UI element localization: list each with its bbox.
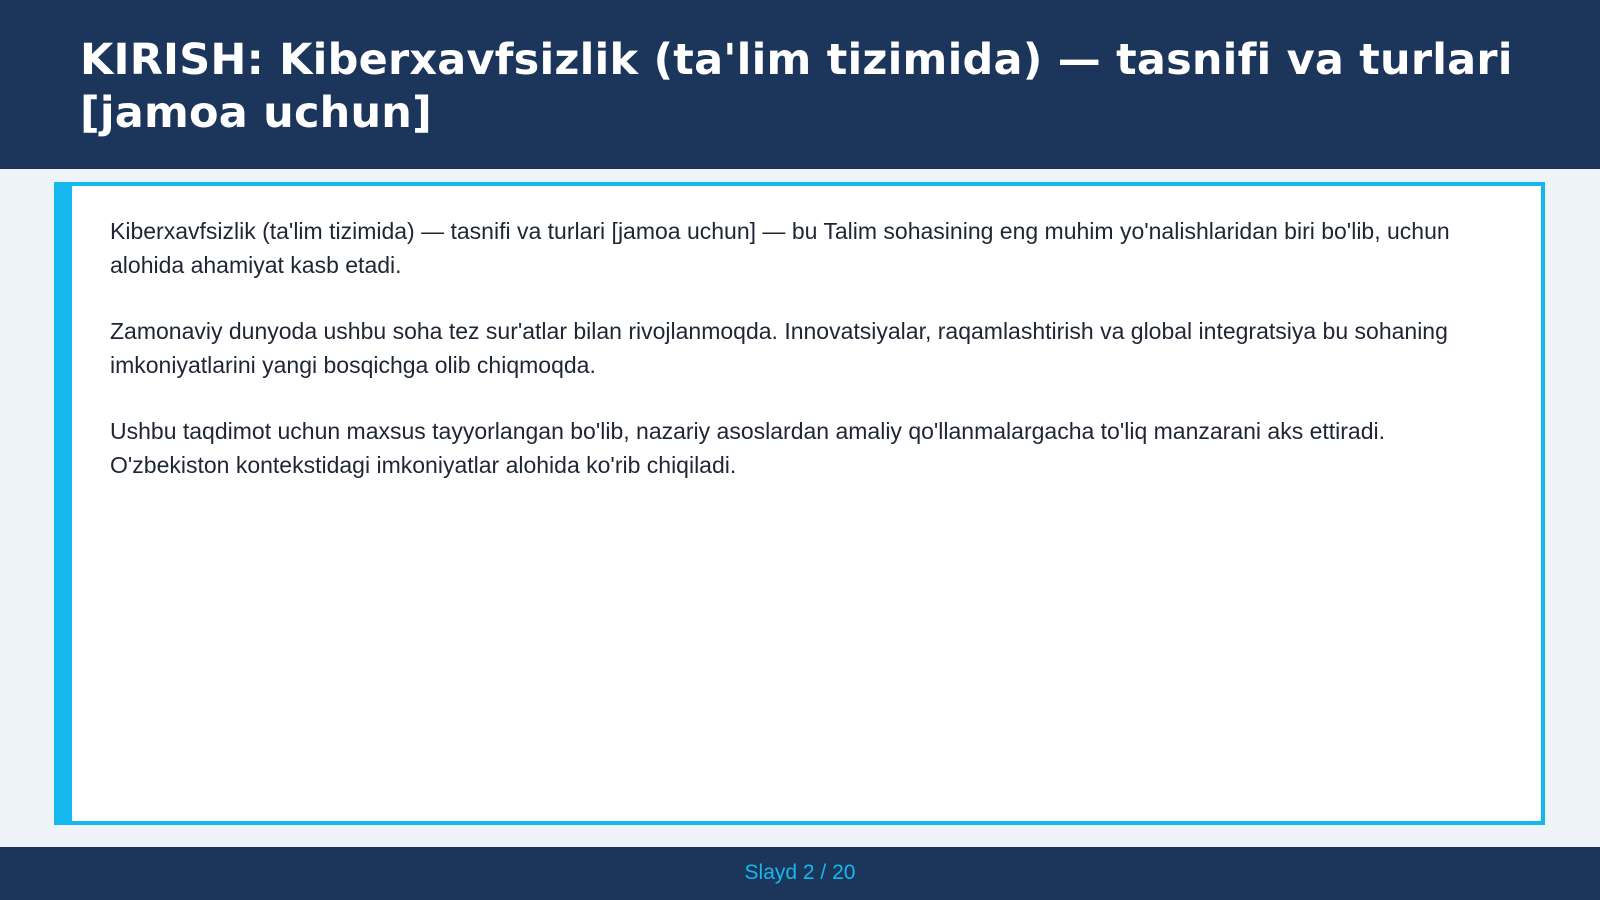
slide-number: Slayd 2 / 20: [744, 861, 856, 884]
modern-world-paragraph: Zamonaviy dunyoda ushbu soha tez sur'atlar bilan rivojlanmoqda. Innovatsiyalar, raqamlashtirish va global integratsiya bu sohaning imkoniyatlarini yangi bosqichga olib chiqmoqda.: [110, 318, 1448, 378]
presentation-paragraph: Ushbu taqdimot uchun maxsus tayyorlangan bo'lib, nazariy asoslardan amaliy qo'llanmalargacha to'liq manzarani aks ettiradi. O'zbekiston kontekstidagi imkoniyatlar alohida ko'rib chiqiladi.: [110, 418, 1386, 478]
slide-title: KIRISH: Kiberxavfsizlik (ta'lim tizimida) — tasnifi va turlari [jamoa uchun]: [80, 35, 1513, 138]
intro-paragraph: Kiberxavfsizlik (ta'lim tizimida) — tasnifi va turlari [jamoa uchun] — bu Talim sohasining eng muhim yo'nalishlaridan biri bo'lib, uchun alohida ahamiyat kasb etadi.: [110, 218, 1450, 278]
slide-header: [0, 0, 1600, 169]
content-box: [54, 182, 1545, 825]
slide-footer: [0, 847, 1600, 900]
